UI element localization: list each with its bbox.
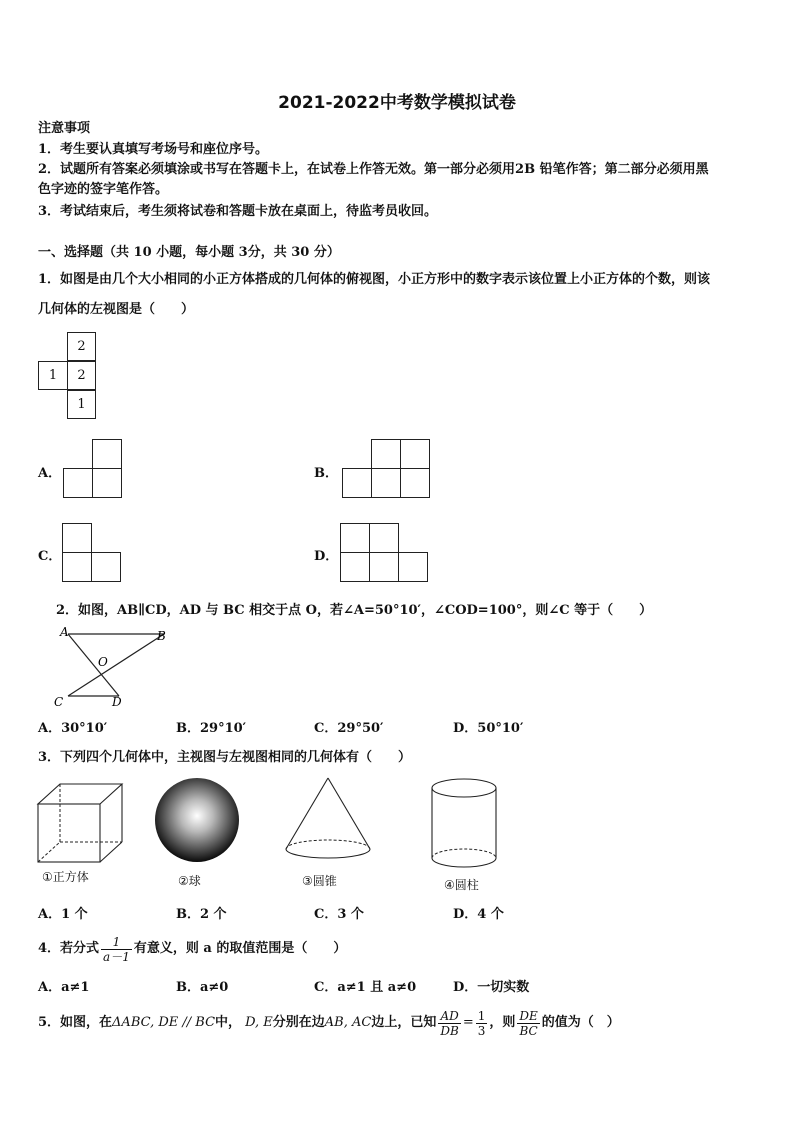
notice-item: 3．考试结束后，考生须将试卷和答题卡放在桌面上，待监考员收回。 [38, 204, 438, 219]
option-label: D． [314, 549, 339, 564]
option-a[interactable]: A．1 个 [38, 907, 88, 922]
q5-points: D, E [245, 1015, 273, 1030]
point-label: A [60, 625, 69, 639]
option-d[interactable]: D．一切实数 [453, 980, 530, 995]
option-b[interactable]: B．29°10′ [176, 721, 247, 736]
grid-cell: 1 [38, 361, 68, 390]
numerator: 1 [477, 1008, 486, 1023]
numerator: DE [519, 1008, 538, 1023]
q5-fraction-ad-db [438, 1009, 460, 1038]
q4-fraction [101, 935, 132, 964]
question-5-text [38, 1004, 620, 1042]
question-1-text: 几何体的左视图是（ ） [38, 302, 195, 317]
q5-triangle: ΔABC, DE // BC [112, 1015, 216, 1030]
point-label: O [98, 655, 108, 669]
q5-text: ，则 [489, 1015, 516, 1030]
option-label: A． [38, 466, 62, 481]
point-label: B [157, 629, 166, 643]
grid-cell: 2 [67, 332, 96, 361]
q5-text: 的值为（ ） [541, 1015, 620, 1030]
cylinder-icon [432, 779, 496, 867]
sphere-icon [155, 778, 239, 862]
q5-text: 分别在边 [272, 1015, 325, 1030]
section-heading: 一、选择题（共 10 小题，每小题 3分，共 30 分） [38, 245, 340, 260]
solid-label: ④圆柱 [444, 878, 479, 892]
notice-item: 色字迹的签字笔作答。 [38, 182, 169, 197]
q5-text: 中， [215, 1015, 242, 1030]
question-1-text: 1．如图是由几个大小相同的小正方体搭成的几何体的俯视图，小正方形中的数字表示该位置上小正方体的个数，则该 [38, 272, 711, 287]
denominator: BC [519, 1023, 538, 1038]
option-label: B． [314, 466, 338, 481]
cone-icon [286, 778, 370, 858]
page-title: 2021-2022中考数学模拟试卷 [278, 93, 516, 113]
q4-denominator: a－1 [103, 949, 130, 964]
notice-item: 2．试题所有答案必须填涂或书写在答题卡上，在试卷上作答无效。第一部分必须用2B 铅笔作答；第二部分必须用黑 [38, 162, 709, 177]
option-b[interactable]: B．2 个 [176, 907, 227, 922]
option-label: C． [38, 549, 62, 564]
grid-cell: 1 [67, 390, 96, 419]
q5-text: 边上，已知 [371, 1015, 437, 1030]
question-4-text [38, 931, 346, 967]
q4-prefix: 4．若分式 [38, 941, 100, 956]
point-label: C [54, 695, 64, 709]
solid-label: ①正方体 [42, 870, 89, 884]
option-c[interactable]: C．3 个 [314, 907, 364, 922]
option-c[interactable]: C．a≠1 且 a≠0 [314, 980, 417, 995]
option-b[interactable]: B．a≠0 [176, 980, 229, 995]
parallel-lines-figure [52, 624, 172, 710]
solids-figure [34, 776, 500, 896]
q5-text: 5．如图，在 [38, 1015, 113, 1030]
equals-sign: = [462, 1015, 474, 1030]
q5-fraction-de-bc [517, 1009, 539, 1038]
solid-label: ②球 [178, 874, 201, 888]
cube-icon [38, 784, 122, 862]
question-2-text: 2．如图，AB∥CD，AD 与 BC 相交于点 O，若∠A=50°10′，∠COD=100°，则∠C 等于（ ） [56, 603, 653, 618]
option-d[interactable]: D．50°10′ [453, 721, 524, 736]
denominator: DB [440, 1023, 459, 1038]
option-a[interactable]: A．30°10′ [38, 721, 108, 736]
option-c[interactable]: C．29°50′ [314, 721, 384, 736]
numerator: AD [438, 1009, 460, 1024]
q5-sides: AB, AC [324, 1015, 372, 1030]
option-d[interactable]: D．4 个 [453, 907, 504, 922]
q5-fraction-one-third [476, 1009, 488, 1038]
notice-item: 1．考生要认真填写考场号和座位序号。 [38, 142, 269, 157]
option-a[interactable]: A．a≠1 [38, 980, 90, 995]
q4-numerator: 1 [101, 935, 132, 950]
denominator: 3 [477, 1023, 486, 1038]
grid-cell: 2 [67, 361, 96, 390]
question-3-text: 3．下列四个几何体中，主视图与左视图相同的几何体有（ ） [38, 750, 412, 765]
solid-label: ③圆锥 [302, 874, 337, 888]
notice-heading: 注意事项 [38, 121, 91, 136]
q4-suffix: 有意义，则 a 的取值范围是（ ） [133, 941, 347, 956]
point-label: D [112, 695, 122, 709]
